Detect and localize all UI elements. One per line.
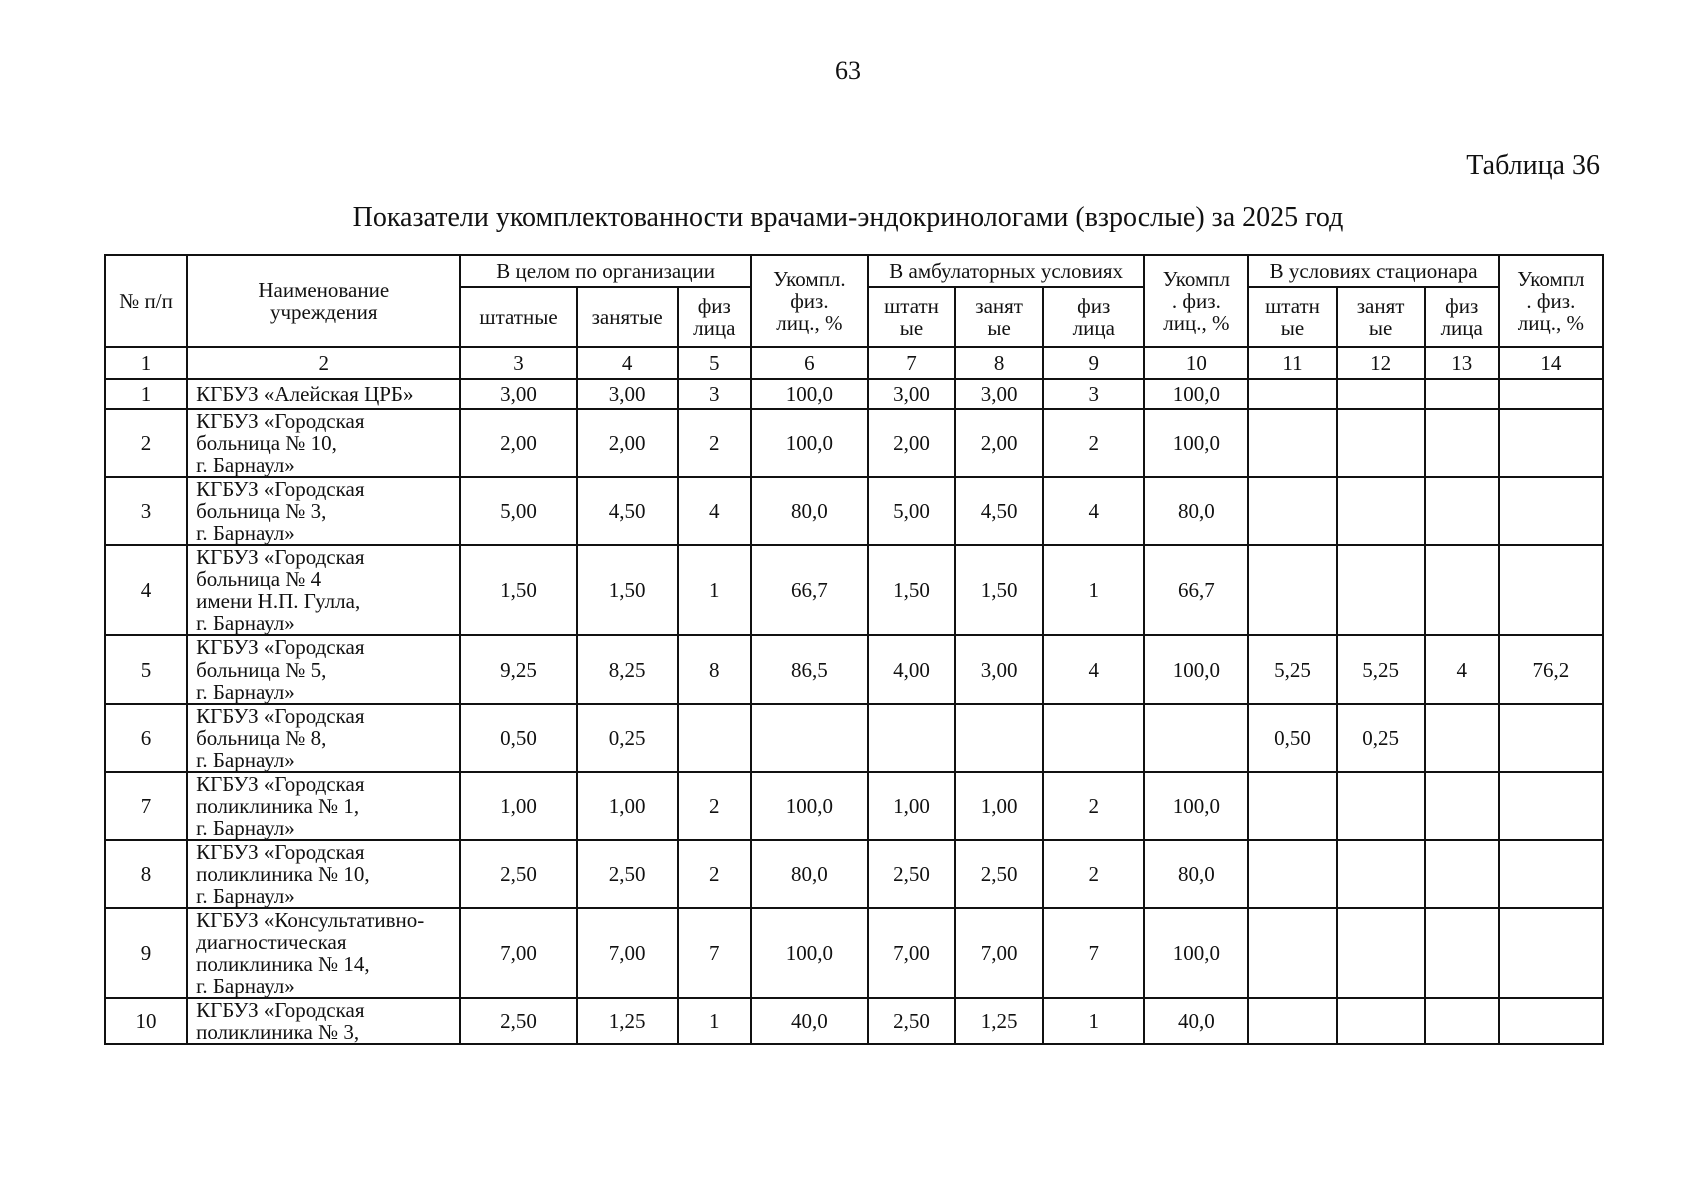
header-name-line: учреждения — [270, 300, 378, 324]
data-cell-col-14 — [1499, 545, 1603, 635]
header-sub-line: ые — [1368, 316, 1393, 340]
header-pct-line: лиц., % — [776, 311, 843, 336]
data-cell-col-12: 5,25 — [1337, 635, 1425, 703]
data-cell-col-7: 1,50 — [868, 545, 955, 635]
institution-name-line: больница № 5, — [196, 657, 327, 682]
header-sub-line: занятые — [591, 304, 663, 329]
header-name-line: Наименование — [258, 277, 390, 302]
data-cell-col-13 — [1425, 477, 1499, 545]
data-cell-col-14 — [1499, 409, 1603, 477]
table-row — [105, 772, 1603, 840]
data-cell-col-4: 1,50 — [577, 545, 678, 635]
data-cell-col-7: 2,50 — [868, 998, 955, 1044]
data-cell-col-13 — [1425, 908, 1499, 998]
data-cell-col-7: 7,00 — [868, 908, 955, 998]
data-cell-col-9: 2 — [1043, 409, 1144, 477]
data-cell-col-7: 2,50 — [868, 840, 955, 908]
header-total-persons — [678, 287, 751, 347]
column-number: 1 — [105, 347, 187, 379]
data-cell-col-9: 3 — [1043, 379, 1144, 409]
data-cell-col-5: 8 — [678, 635, 751, 703]
header-sub-line: физ — [697, 293, 731, 318]
data-cell-col-4: 1,25 — [577, 998, 678, 1044]
header-stat-persons — [1425, 287, 1499, 347]
data-cell-col-13 — [1425, 409, 1499, 477]
data-cell-col-3: 9,25 — [460, 635, 576, 703]
data-cell-col-12 — [1337, 998, 1425, 1044]
header-num: № п/п — [105, 255, 187, 347]
header-total-staff — [460, 287, 576, 347]
row-number: 2 — [105, 409, 187, 477]
institution-name-line: больница № 10, — [196, 431, 337, 456]
data-cell-col-6: 100,0 — [751, 908, 868, 998]
column-number: 3 — [460, 347, 576, 379]
institution-name-line: больница № 8, — [196, 725, 327, 750]
data-cell-col-10: 80,0 — [1144, 840, 1248, 908]
row-number: 5 — [105, 635, 187, 703]
column-number: 11 — [1248, 347, 1336, 379]
data-cell-col-11 — [1248, 998, 1336, 1044]
data-cell-col-7 — [868, 704, 955, 772]
table-header — [105, 255, 1603, 347]
document-title: Показатели укомплектованности врачами-эндокринологами (взрослые) за 2025 год — [352, 202, 1344, 233]
institution-name-line: КГБУЗ «Городская — [196, 545, 365, 570]
table-row — [105, 379, 1603, 409]
header-name — [187, 255, 460, 347]
institution-name-line: КГБУЗ «Консультативно- — [196, 908, 425, 933]
data-cell-col-11 — [1248, 545, 1336, 635]
institution-name-line: поликлиника № 1, — [196, 793, 360, 818]
data-cell-col-13 — [1425, 772, 1499, 840]
data-cell-col-9: 1 — [1043, 998, 1144, 1044]
data-cell-col-9: 2 — [1043, 840, 1144, 908]
institution-name-line: КГБУЗ «Городская — [196, 771, 365, 796]
institution-name — [187, 635, 460, 703]
column-number-row — [105, 347, 1603, 379]
institution-name-line: диагностическая — [196, 930, 347, 955]
data-cell-col-14 — [1499, 704, 1603, 772]
data-cell-col-10: 66,7 — [1144, 545, 1248, 635]
data-cell-col-3: 5,00 — [460, 477, 576, 545]
data-cell-col-12 — [1337, 772, 1425, 840]
data-cell-col-10: 80,0 — [1144, 477, 1248, 545]
header-sub-line: ые — [899, 316, 924, 340]
data-cell-col-11 — [1248, 840, 1336, 908]
institution-name-line: г. Барнаул» — [196, 883, 295, 908]
data-cell-col-3: 1,00 — [460, 772, 576, 840]
data-cell-col-13 — [1425, 840, 1499, 908]
header-sub-line: ые — [1280, 316, 1305, 340]
institution-name-line: КГБУЗ «Городская — [196, 703, 365, 728]
data-cell-col-8: 3,00 — [955, 379, 1043, 409]
header-sub-line: физ — [1077, 293, 1111, 318]
row-number: 9 — [105, 908, 187, 998]
column-number: 2 — [187, 347, 460, 379]
data-cell-col-11 — [1248, 908, 1336, 998]
data-cell-col-10 — [1144, 704, 1248, 772]
header-stat-staff — [1248, 287, 1336, 347]
institution-name-line: поликлиника № 10, — [196, 861, 370, 886]
institution-name-line: г. Барнаул» — [196, 453, 295, 478]
data-cell-col-13 — [1425, 379, 1499, 409]
institution-name — [187, 379, 460, 409]
table-row — [105, 635, 1603, 703]
header-pct-line: Укомпл — [1517, 266, 1585, 291]
data-cell-col-7: 4,00 — [868, 635, 955, 703]
data-cell-col-5 — [678, 704, 751, 772]
data-cell-col-4: 1,00 — [577, 772, 678, 840]
institution-name-line: КГБУЗ «Городская — [196, 409, 365, 433]
data-cell-col-10: 100,0 — [1144, 409, 1248, 477]
row-number: 8 — [105, 840, 187, 908]
data-cell-col-8: 4,50 — [955, 477, 1043, 545]
data-cell-col-3: 2,50 — [460, 840, 576, 908]
data-cell-col-6: 100,0 — [751, 409, 868, 477]
institution-name-line: поликлиника № 3, — [196, 1020, 360, 1045]
data-cell-col-12 — [1337, 477, 1425, 545]
header-amb-persons — [1043, 287, 1144, 347]
data-cell-col-6: 80,0 — [751, 840, 868, 908]
data-cell-col-3: 7,00 — [460, 908, 576, 998]
table-row — [105, 704, 1603, 772]
header-sub-line: лица — [693, 316, 736, 340]
header-pct-line: лиц., % — [1517, 311, 1584, 336]
data-cell-col-13 — [1425, 998, 1499, 1044]
header-sub-line: лица — [1440, 316, 1483, 340]
data-cell-col-7: 5,00 — [868, 477, 955, 545]
institution-name-line: г. Барнаул» — [196, 521, 295, 546]
table-row — [105, 840, 1603, 908]
column-number: 6 — [751, 347, 868, 379]
data-cell-col-9: 7 — [1043, 908, 1144, 998]
data-cell-col-8: 2,00 — [955, 409, 1043, 477]
data-cell-col-7: 2,00 — [868, 409, 955, 477]
data-cell-col-6 — [751, 704, 868, 772]
data-cell-col-6: 80,0 — [751, 477, 868, 545]
data-cell-col-4: 4,50 — [577, 477, 678, 545]
header-pct-line: лиц., % — [1163, 311, 1230, 336]
data-cell-col-12 — [1337, 409, 1425, 477]
data-cell-col-9: 1 — [1043, 545, 1144, 635]
header-amb-occupied — [955, 287, 1043, 347]
header-pct-line: физ. — [790, 288, 829, 313]
data-cell-col-6: 66,7 — [751, 545, 868, 635]
institution-name-line: г. Барнаул» — [196, 747, 295, 772]
header-stat-occupied — [1337, 287, 1425, 347]
data-cell-col-9 — [1043, 704, 1144, 772]
table-row — [105, 998, 1603, 1044]
institution-name — [187, 409, 460, 477]
institution-name — [187, 477, 460, 545]
data-cell-col-4: 2,00 — [577, 409, 678, 477]
data-cell-col-12 — [1337, 908, 1425, 998]
data-cell-col-5: 2 — [678, 409, 751, 477]
header-sub-line: лица — [1072, 316, 1115, 340]
data-cell-col-8 — [955, 704, 1043, 772]
data-cell-col-12: 0,25 — [1337, 704, 1425, 772]
data-cell-col-14 — [1499, 477, 1603, 545]
data-cell-col-7: 1,00 — [868, 772, 955, 840]
data-cell-col-14 — [1499, 840, 1603, 908]
institution-name-line: имени Н.П. Гулла, — [196, 589, 361, 614]
data-cell-col-6: 86,5 — [751, 635, 868, 703]
institution-name-line: г. Барнаул» — [196, 679, 295, 704]
table-label: Таблица 36 — [1466, 150, 1600, 181]
institution-name-line: КГБУЗ «Городская — [196, 477, 365, 502]
data-cell-col-6: 100,0 — [751, 772, 868, 840]
header-sub-line: штатные — [479, 304, 558, 329]
data-cell-col-11 — [1248, 409, 1336, 477]
data-cell-col-4: 3,00 — [577, 379, 678, 409]
header-pct-line: . физ. — [1171, 288, 1221, 313]
data-cell-col-9: 2 — [1043, 772, 1144, 840]
data-cell-col-6: 40,0 — [751, 998, 868, 1044]
data-cell-col-12 — [1337, 379, 1425, 409]
institution-name — [187, 908, 460, 998]
data-cell-col-5: 7 — [678, 908, 751, 998]
data-cell-col-10: 40,0 — [1144, 998, 1248, 1044]
data-cell-col-3: 2,00 — [460, 409, 576, 477]
data-cell-col-11 — [1248, 379, 1336, 409]
data-cell-col-5: 3 — [678, 379, 751, 409]
institution-name — [187, 704, 460, 772]
data-cell-col-3: 1,50 — [460, 545, 576, 635]
header-pct-line: . физ. — [1526, 288, 1576, 313]
data-cell-col-4: 0,25 — [577, 704, 678, 772]
data-cell-col-10: 100,0 — [1144, 635, 1248, 703]
table-row — [105, 409, 1603, 477]
row-number: 6 — [105, 704, 187, 772]
data-cell-col-13: 4 — [1425, 635, 1499, 703]
data-cell-col-5: 1 — [678, 545, 751, 635]
staffing-table — [104, 254, 1604, 1045]
header-pct-line: Укомпл. — [773, 266, 846, 291]
institution-name-line: г. Барнаул» — [196, 815, 295, 840]
data-cell-col-3: 0,50 — [460, 704, 576, 772]
header-sub-line: штатн — [1265, 293, 1320, 318]
data-cell-col-13 — [1425, 704, 1499, 772]
data-cell-col-6: 100,0 — [751, 379, 868, 409]
institution-name — [187, 772, 460, 840]
data-cell-col-3: 2,50 — [460, 998, 576, 1044]
data-cell-col-5: 2 — [678, 840, 751, 908]
data-cell-col-5: 2 — [678, 772, 751, 840]
data-cell-col-10: 100,0 — [1144, 772, 1248, 840]
institution-name-line: больница № 3, — [196, 499, 327, 524]
data-cell-col-11 — [1248, 772, 1336, 840]
table-body — [105, 347, 1603, 1044]
data-cell-col-14: 76,2 — [1499, 635, 1603, 703]
header-sub-line: штатн — [884, 293, 939, 318]
header-group-total: В целом по организации — [460, 255, 750, 287]
institution-name-line: г. Барнаул» — [196, 974, 295, 999]
data-cell-col-14 — [1499, 908, 1603, 998]
column-number: 12 — [1337, 347, 1425, 379]
header-sub-line: занят — [1356, 293, 1405, 318]
institution-name-line: г. Барнаул» — [196, 611, 295, 636]
data-cell-col-4: 2,50 — [577, 840, 678, 908]
header-sub-line: физ — [1445, 293, 1479, 318]
column-number: 14 — [1499, 347, 1603, 379]
header-sub-line: занят — [975, 293, 1023, 318]
institution-name — [187, 998, 460, 1044]
data-cell-col-11: 5,25 — [1248, 635, 1336, 703]
header-amb-staff — [868, 287, 955, 347]
header-pct-amb — [1144, 255, 1248, 347]
data-cell-col-8: 1,00 — [955, 772, 1043, 840]
data-cell-col-3: 3,00 — [460, 379, 576, 409]
row-number: 10 — [105, 998, 187, 1044]
data-cell-col-14 — [1499, 772, 1603, 840]
data-cell-col-14 — [1499, 379, 1603, 409]
data-cell-col-4: 8,25 — [577, 635, 678, 703]
row-number: 3 — [105, 477, 187, 545]
data-cell-col-12 — [1337, 545, 1425, 635]
header-total-occupied — [577, 287, 678, 347]
institution-name-line: КГБУЗ «Алейская ЦРБ» — [196, 381, 414, 406]
institution-name-line: КГБУЗ «Городская — [196, 839, 365, 864]
data-cell-col-5: 4 — [678, 477, 751, 545]
header-sub-line: ые — [987, 316, 1011, 340]
table-row — [105, 908, 1603, 998]
header-group-amb: В амбулаторных условиях — [868, 255, 1144, 287]
data-cell-col-10: 100,0 — [1144, 908, 1248, 998]
row-number: 7 — [105, 772, 187, 840]
column-number: 9 — [1043, 347, 1144, 379]
data-cell-col-12 — [1337, 840, 1425, 908]
data-cell-col-8: 1,25 — [955, 998, 1043, 1044]
institution-name-line: КГБУЗ «Городская — [196, 998, 365, 1023]
column-number: 7 — [868, 347, 955, 379]
data-cell-col-9: 4 — [1043, 635, 1144, 703]
data-cell-col-8: 2,50 — [955, 840, 1043, 908]
data-cell-col-11: 0,50 — [1248, 704, 1336, 772]
data-cell-col-14 — [1499, 998, 1603, 1044]
column-number: 10 — [1144, 347, 1248, 379]
data-cell-col-9: 4 — [1043, 477, 1144, 545]
header-pct-total — [751, 255, 868, 347]
institution-name-line: больница № 4 — [196, 567, 322, 592]
header-group-row — [105, 255, 1603, 287]
header-pct-stat — [1499, 255, 1603, 347]
page-number: 63 — [835, 56, 861, 85]
header-group-stat: В условиях стационара — [1248, 255, 1498, 287]
column-number: 5 — [678, 347, 751, 379]
column-number: 4 — [577, 347, 678, 379]
institution-name — [187, 840, 460, 908]
data-cell-col-8: 1,50 — [955, 545, 1043, 635]
header-pct-line: Укомпл — [1162, 266, 1230, 291]
data-cell-col-7: 3,00 — [868, 379, 955, 409]
data-cell-col-10: 100,0 — [1144, 379, 1248, 409]
row-number: 4 — [105, 545, 187, 635]
data-cell-col-8: 7,00 — [955, 908, 1043, 998]
data-cell-col-5: 1 — [678, 998, 751, 1044]
data-cell-col-4: 7,00 — [577, 908, 678, 998]
column-number: 13 — [1425, 347, 1499, 379]
table-row — [105, 477, 1603, 545]
table-row — [105, 545, 1603, 635]
data-cell-col-8: 3,00 — [955, 635, 1043, 703]
row-number: 1 — [105, 379, 187, 409]
institution-name-line: поликлиника № 14, — [196, 952, 370, 977]
institution-name-line: КГБУЗ «Городская — [196, 635, 365, 660]
data-cell-col-11 — [1248, 477, 1336, 545]
data-cell-col-13 — [1425, 545, 1499, 635]
column-number: 8 — [955, 347, 1043, 379]
institution-name — [187, 545, 460, 635]
